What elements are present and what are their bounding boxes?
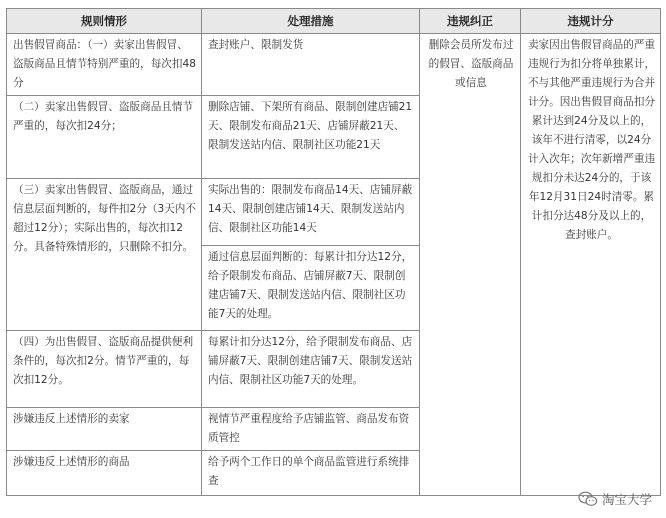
measure-cell: 视情节严重程度给予店铺监管、商品发布资质管控	[202, 408, 420, 451]
scoring-cell: 卖家因出售假冒商品的严重违规行为扣分将单独累计，不与其他严重违规行为合并计分。因出售假冒商品扣分累计达到24分及以上的，该年不进行清零，以24分计入次年；次年新增严重违规扣分未达24分的，于该年12月31日24时清零。累计扣分达48分及以上的，查封账户。	[521, 34, 661, 496]
table-row	[7, 34, 661, 96]
correction-cell: 删除会员所发布过的假冒、盗版商品或信息	[420, 34, 521, 496]
wechat-icon	[578, 491, 598, 507]
measure-cell: 实际出售的：限制发布商品14天、店铺屏蔽14天、限制创建店铺14天、限制发送站内信、限制社区功能14天	[202, 179, 420, 246]
watermark	[578, 490, 652, 508]
situation-cell: 出售假冒商品：（一）卖家出售假冒、盗版商品且情节特别严重的，每次扣48分	[7, 34, 202, 96]
table-header-row	[7, 9, 661, 34]
measure-cell: 删除店铺、下架所有商品、限制创建店铺21天、限制发布商品21天、店铺屏蔽21天、限制发送站内信、限制社区功能21天	[202, 96, 420, 179]
situation-cell: （二）卖家出售假冒、盗版商品且情节严重的，每次扣24分；	[7, 96, 202, 179]
watermark-text: 淘宝大学	[601, 492, 652, 507]
measure-cell: 每累计扣分达12分，给予限制发布商品、店铺屏蔽7天、限制创建店铺7天、限制发送站内信、限制社区功能7天的处理。	[202, 331, 420, 408]
measure-cell: 给予两个工作日的单个商品监管进行系统排查	[202, 451, 420, 496]
measure-cell: 查封账户、限制发货	[202, 34, 420, 96]
header-scoring: 违规计分	[521, 9, 661, 34]
measure-cell: 通过信息层面判断的：每累计扣分达12分，给予限制发布商品、店铺屏蔽7天、限制创建店铺7天、限制发送站内信、限制社区功能7天的处理。	[202, 246, 420, 331]
penalty-rules-table	[6, 8, 661, 496]
situation-cell: （四）为出售假冒、盗版商品提供便利条件的，每次扣2分。情节严重的，每次扣12分。	[7, 331, 202, 408]
situation-cell: 涉嫌违反上述情形的卖家	[7, 408, 202, 451]
header-measure: 处理措施	[202, 9, 420, 34]
situation-cell: 涉嫌违反上述情形的商品	[7, 451, 202, 496]
header-correction: 违规纠正	[420, 9, 521, 34]
situation-cell: （三）卖家出售假冒、盗版商品，通过信息层面判断的，每件扣2分（3天内不超过12分）；实际出售的，每次扣12分。具备特殊情形的，只删除不扣分。	[7, 179, 202, 331]
header-situation: 规则情形	[7, 9, 202, 34]
